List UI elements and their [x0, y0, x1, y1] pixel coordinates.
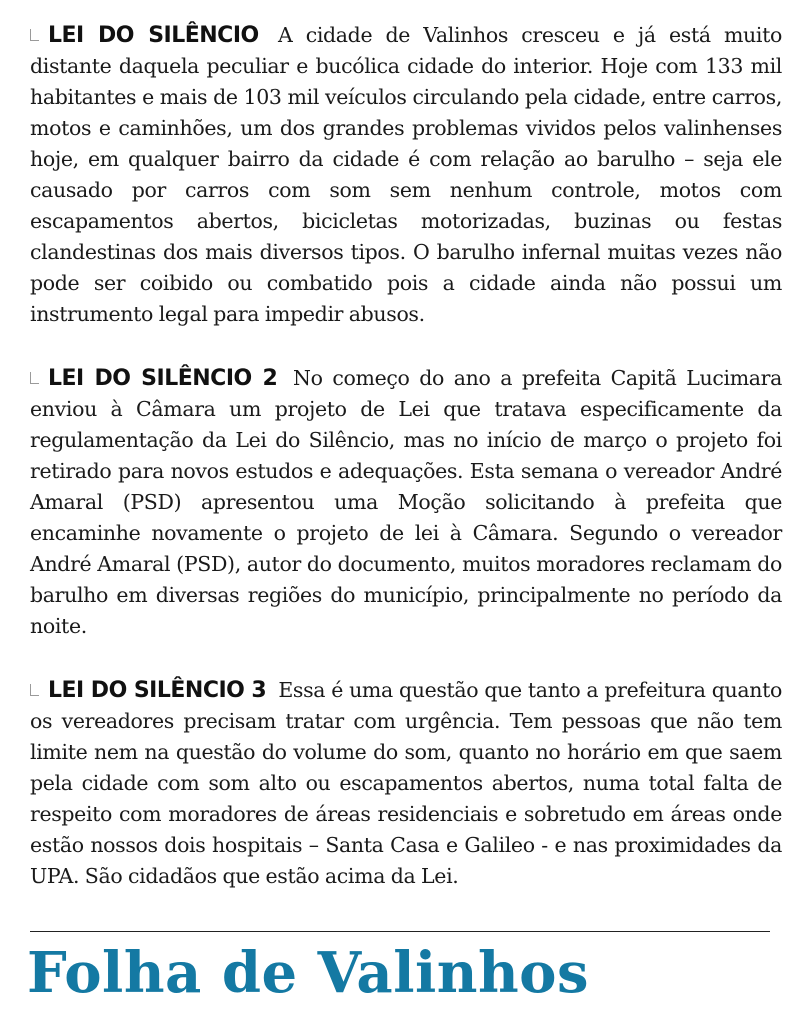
section-marker-icon [30, 29, 39, 41]
paragraph-body: A cidade de Valinhos cresceu e já está muito distante daquela peculiar e bucólica cidade do interior. Hoje com 133 mil habitantes e mais de 103 mil veículos circulando pela cidade, entre carros, motos e caminhões, um dos grandes problemas vividos pelos valinhenses hoje, em qualquer bairro da cidade é com relação ao barulho – seja ele causado por carros com som sem nenhum controle, motos com escapamentos abertos, bicicletas motorizadas, buzinas ou festas clandestinas dos mais diversos tipos. O barulho infernal muitas vezes não pode ser coibido ou combatido pois a cidade ainda não possui um instrumento legal para impedir abusos. [30, 23, 782, 326]
paragraph-kicker: LEI DO SILÊNCIO 3 [48, 678, 267, 703]
article-column [30, 20, 782, 925]
section-marker-icon [30, 372, 39, 384]
section-marker-icon [30, 684, 39, 696]
paragraph-lei-do-silencio-2 [30, 363, 782, 642]
paragraph-kicker: LEI DO SILÊNCIO 2 [48, 366, 278, 391]
paragraph-kicker: LEI DO SILÊNCIO [48, 23, 259, 48]
divider-rule [30, 931, 770, 932]
paragraph-lei-do-silencio [30, 20, 782, 330]
paragraph-body: Essa é uma questão que tanto a prefeitura quanto os vereadores precisam tratar com urgência. Tem pessoas que não tem limite nem na questão do volume do som, quanto no horário em que saem pela cidade com som alto ou escapamentos abertos, numa total falta de respeito com moradores de áreas residenciais e sobretudo em áreas onde estão nossos dois hospitais – Santa Casa e Galileo - e nas proximidades da UPA. São cidadãos que estão acima da Lei. [30, 678, 782, 888]
masthead-logo: Folha de Valinhos [27, 940, 590, 1006]
paragraph-lei-do-silencio-3 [30, 675, 782, 892]
paragraph-body: No começo do ano a prefeita Capitã Lucimara enviou à Câmara um projeto de Lei que tratava especificamente da regulamentação da Lei do Silêncio, mas no início de março o projeto foi retirado para novos estudos e adequações. Esta semana o vereador André Amaral (PSD) apresentou uma Moção solicitando à prefeita que encaminhe novamente o projeto de lei à Câmara. Segundo o vereador André Amaral (PSD), autor do documento, muitos moradores reclamam do barulho em diversas regiões do município, principalmente no período da noite. [30, 366, 783, 638]
